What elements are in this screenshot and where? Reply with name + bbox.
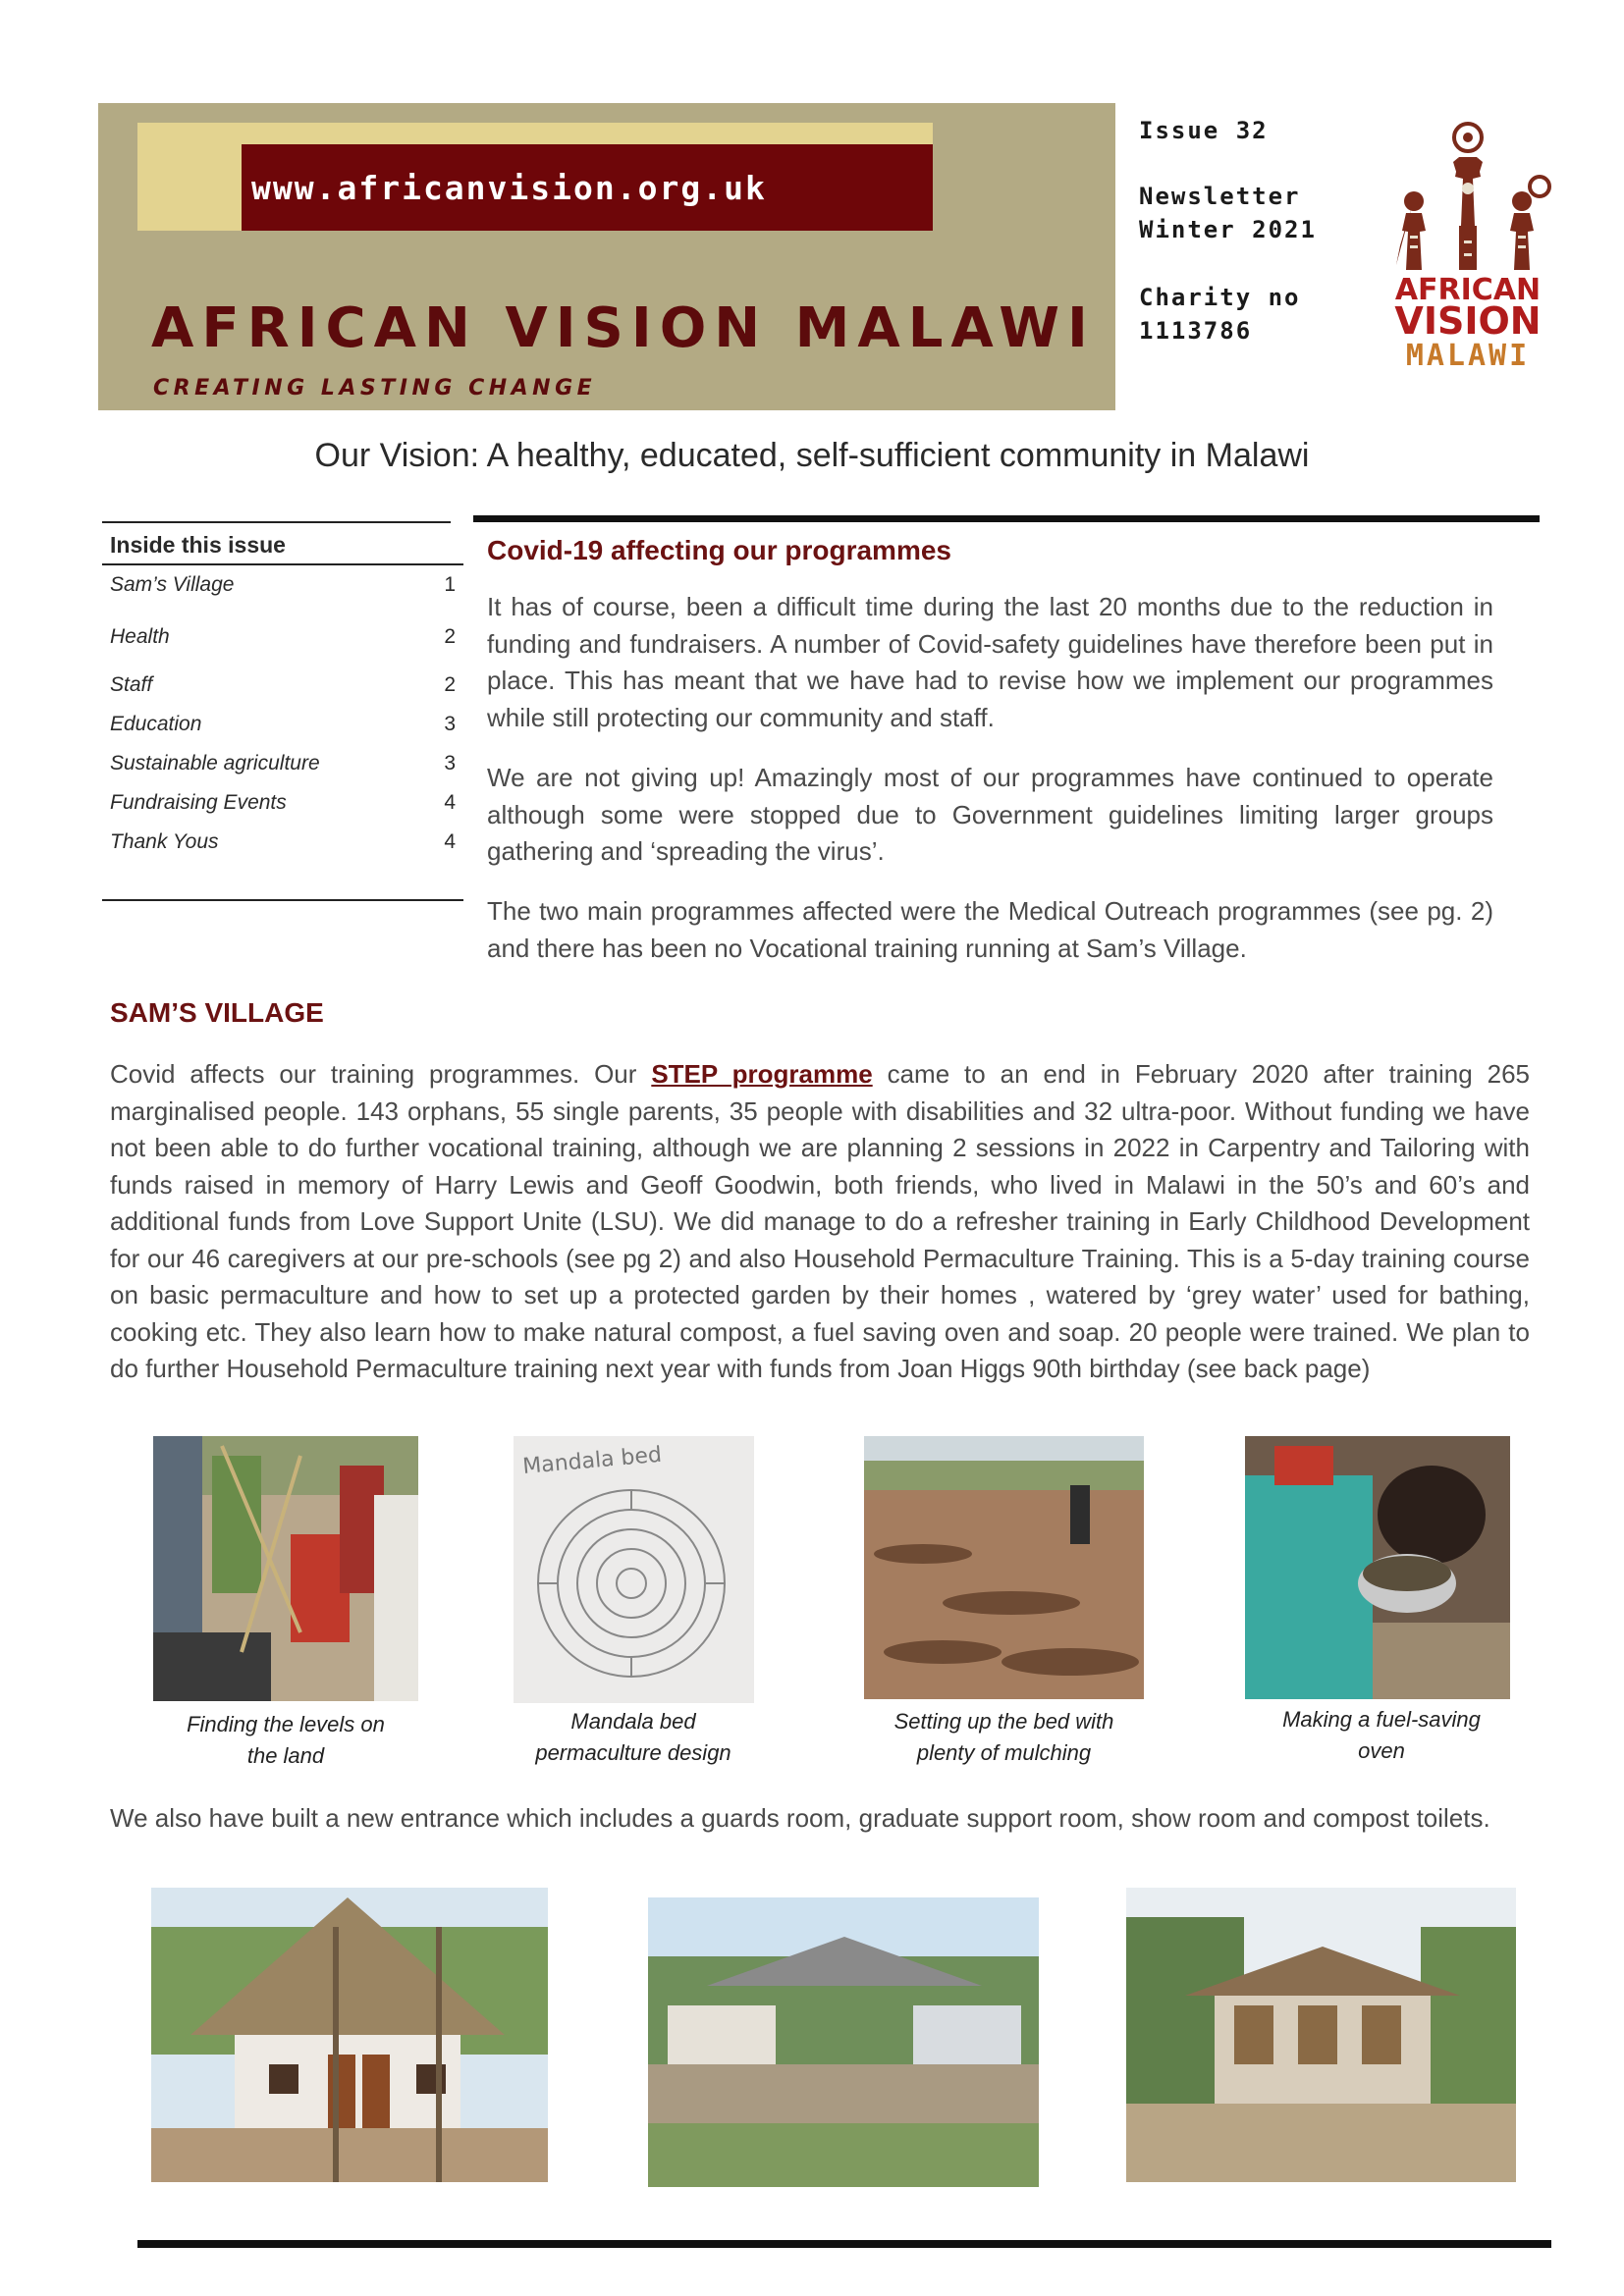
sams-village-heading: SAM’S VILLAGE [110,997,324,1028]
sams-village-paragraph [110,1056,1530,1388]
newsletter-tagline: CREATING LASTING CHANGE [153,376,597,400]
newsletter-label: Newsletter [1139,183,1301,210]
contents-item-page: 3 [444,752,456,774]
logo-word-vision: VISION [1394,299,1542,343]
logo-word-african: AFRICAN [1394,273,1542,307]
paragraph-text: came to an end in February 2020 after training 265 marginalised people. 143 orphans, 55 single parents, 35 people with disabilities and 32 ultra-poor. Without funding we have not been able to do further vocational training, although we are planning 2 sessions in 2022 in Carpentry and Tailoring with funds raised in memory of Harry Lewis and Geoff Goodwin, both friends, who lived in Malawi in the 50’s and 60’s and additional funds from Love Support Unite (LSU). We did manage to do a refresher training in Early Childhood Development for our 46 caregivers at our pre-schools (see pg 2) and also Household Permaculture Training. This is a 5-day training course on basic permaculture and how to set up a protected garden by their homes , watered by ‘grey water’ used for bathing, cooking etc. They also learn how to make natural compost, a fuel saving oven and soap. 20 people were trained. We plan to do further Household Permaculture training next year with funds from Joan Higgs 90th birthday (see back page) [110,1059,1530,1383]
step-programme-link[interactable]: STEP programme [651,1059,873,1089]
contents-item-label: Staff [110,673,153,696]
covid-paragraph-2: We are not giving up! Amazingly most of our programmes have continued to operate although some were stopped due to Government guidelines limiting larger groups gathering and ‘spreading the virus’. [487,763,1493,866]
covid-paragraph-1: It has of course, been a difficult time during the last 20 months due to the reduction in funding and fundraisers. A number of Covid-safety guidelines have therefore been put in place. This has meant that we have had to revise how we implement our programmes while still protecting our community and staff. [487,592,1493,732]
banner-gold-strip [137,123,933,144]
caption-line: Finding the levels on [187,1712,385,1736]
photo-compost-toilets [1126,1888,1516,2182]
charity-label: Charity no [1139,284,1301,311]
edition-label: Winter 2021 [1139,216,1317,243]
entrance-paragraph: We also have built a new entrance which includes a guards room, graduate support room, show room and compost toilets. [110,1803,1490,1833]
contents-item-sustainable-agriculture[interactable] [110,752,456,775]
african-vision-malawi-logo [1375,118,1561,373]
charity-number [1139,281,1301,347]
contents-item-staff[interactable] [110,673,456,697]
contents-item-label: Sustainable agriculture [110,752,320,774]
contents-item-sams-village[interactable] [110,573,456,597]
contents-item-page: 1 [444,573,456,596]
covid-heading: Covid-19 affecting our programmes [487,535,951,565]
website-url[interactable]: www.africanvision.org.uk [251,169,767,207]
page-bottom-rule [137,2240,1551,2248]
photo-mandala-sketch [514,1436,754,1703]
contents-item-health[interactable] [110,625,456,649]
caption-line: Making a fuel-saving [1282,1707,1481,1732]
contents-top-rule [102,521,451,523]
contents-item-label: Thank Yous [110,830,219,853]
contents-item-label: Sam’s Village [110,573,235,596]
caption-line: oven [1358,1738,1405,1763]
contents-item-label: Education [110,713,202,735]
contents-heading-rule [102,563,463,565]
vision-statement: Our Vision: A healthy, educated, self-sufficient community in Malawi [314,437,1310,474]
contents-item-label: Fundraising Events [110,791,287,814]
contents-item-page: 2 [444,673,456,696]
contents-item-page: 4 [444,791,456,814]
contents-bottom-rule [102,899,463,901]
photo-fuel-saving-oven [1245,1436,1510,1699]
section-rule [473,515,1540,522]
contents-item-thank-yous[interactable] [110,830,456,854]
charity-value: 1113786 [1139,317,1253,345]
caption-line: the land [246,1743,325,1768]
contents-item-education[interactable] [110,713,456,736]
paragraph-text: Covid affects our training programmes. Our [110,1059,652,1089]
photo-entrance-guards-room [151,1888,548,2182]
caption-line: Setting up the bed with [893,1709,1114,1734]
logo-word-malawi: MALAWI [1405,339,1531,373]
covid-paragraph-3: The two main programmes affected were the Medical Outreach programmes (see pg. 2) and there has been no Vocational training running at Sam’s Village. [487,896,1493,963]
contents-item-fundraising-events[interactable] [110,791,456,815]
issue-label: Issue 32 [1139,117,1269,144]
photo-mulching [864,1436,1144,1699]
caption-mulching [854,1706,1154,1769]
caption-oven [1245,1704,1518,1767]
newsletter-edition [1139,180,1317,246]
contents-item-page: 2 [444,625,456,648]
caption-line: plenty of mulching [916,1740,1092,1765]
banner-gold-block [137,123,242,231]
contents-item-page: 3 [444,713,456,735]
contents-item-page: 4 [444,830,456,853]
caption-line: permaculture design [535,1740,731,1765]
caption-finding-levels [153,1709,418,1772]
caption-line: Mandala bed [570,1709,696,1734]
newsletter-title: AFRICAN VISION MALAWI [151,296,1096,360]
sketch-label: Mandala bed [521,1442,663,1479]
photo-entrance-gate [648,1897,1039,2187]
photo-finding-levels [153,1436,418,1701]
contents-item-label: Health [110,625,170,648]
issue-number [1139,114,1269,147]
caption-mandala [506,1706,761,1769]
contents-heading: Inside this issue [110,532,286,558]
